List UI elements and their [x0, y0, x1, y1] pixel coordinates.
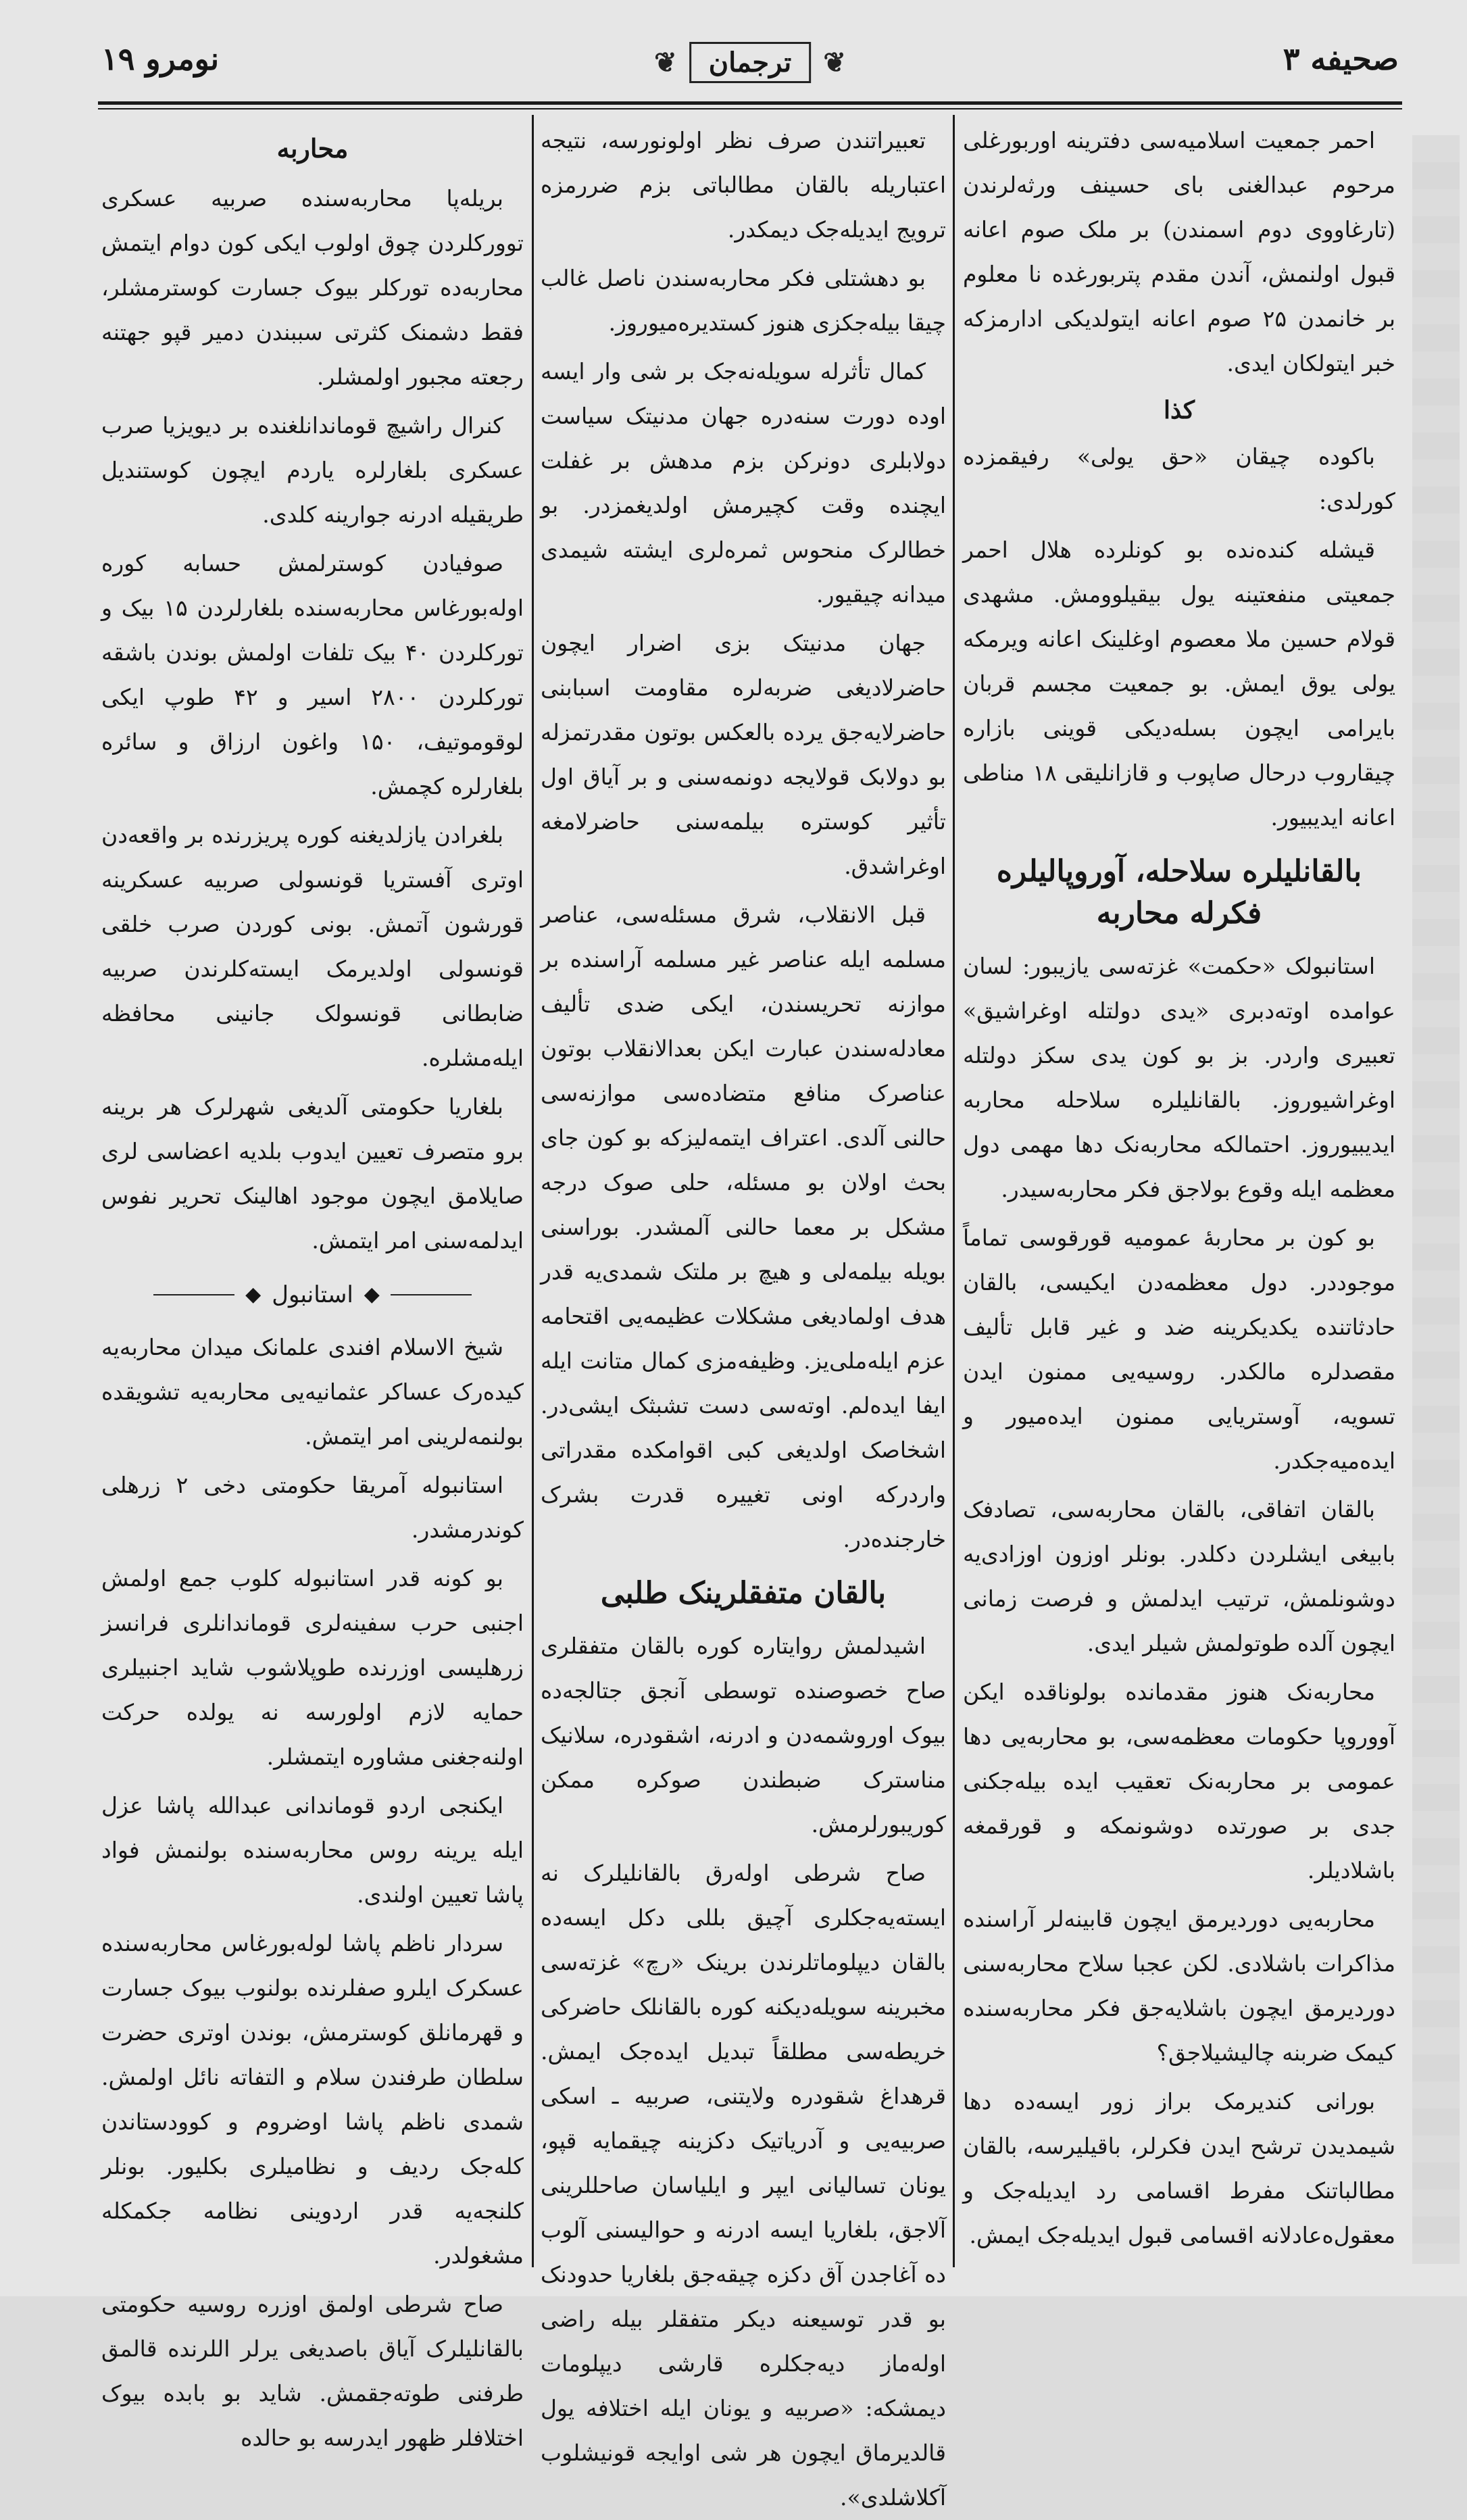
section-heading: کذا: [1163, 396, 1195, 424]
diamond-icon: ◆: [245, 1283, 262, 1306]
article-paragraph: تعبیراتندن صرف نظر اولونورسه، نتیجه اعتباریله بالقان مطالباتی بزم ضررمزه ترویج ایدیله‌جک دیمکدر.: [541, 127, 946, 243]
paper-title-block: [654, 42, 846, 83]
column-right: [963, 118, 1395, 2260]
article-paragraph: شیخ الاسلام افندی علمانک میدان محاربه‌یه کیده‌رک عساکر عثمانیه‌یی محاربه‌یه تشویقده بولنمه‌لرینی امر ایتمش.: [101, 1334, 524, 1450]
column-left: [101, 118, 524, 2451]
column-divider: [953, 115, 955, 2267]
article-paragraph: کمال تأثرله سویله‌نه‌جک بر شی وار ایسه اوده دورت سنه‌دره جهان مدنیتک سیاست دولابلری دونرکن بزم مدهش بر غفلت ایچنده وقت کچیرمش اولدیغمزدر. بو خطالرک منحوس ثمره‌لری ایشته شیمدی میدانه چیقیور.: [541, 358, 946, 608]
article-paragraph: بالقان اتفاقی، بالقان محاربه‌سی، تصادفک بابیغی ایشلردن دکلدر. بونلر اوزون اوزادی‌یه دوشونلمش، ترتیب ایدلمش و فرصت زمانی ایچون آلده طوتولمش شیلر ایدی.: [963, 1496, 1395, 1656]
article-headline: بالقانلیلره سلاحله، آوروپالیلره فکرله محاربه: [996, 854, 1362, 931]
article-paragraph: بو کونه قدر استانبوله کلوب جمع اولمش اجنبی حرب سفینه‌لری قوماندانلری فرانسز زرهلیسی اوزرنده طوپلاشوب شاید اجنبیلری حمایه لازم اولورسه نه یولده حرکت اولنه‌جغنی مشاوره ایتمشلر.: [101, 1565, 524, 1770]
article-paragraph: بو کون بر محاربهٔ عمومیه قورقوسی تماماً موجوددر. دول معظمه‌دن ایکیسی، بالقان حادثاتنده یکدیکرینه ضد و غیر قابل تألیف مقصدلره مالکدر. روسیه‌یی ممنون ایدن تسویه، آوستریایی ممنون ایده‌میور و ایده‌میه‌جکدر.: [963, 1225, 1395, 1474]
article-paragraph: کنرال راشیچ قوماندانلغنده بر دیویزیا صرب عسکری بلغارلره یاردم ایچون کوستندیل طریقیله ادرنه جوارینه کلدی.: [101, 412, 524, 528]
article-paragraph: صاح شرطی اولمق اوزره روسیه حکومتی بالقانلیلرک آیاق باصدیغی یرلر اللرنده قالمق طرفنی طوته‌جقمش. شاید بو بابده بیوک اختلافلر ظهور ایدرسه بو حالده: [101, 2291, 524, 2451]
article-paragraph: محاربه‌یی دوردیرمق ایچون قابینه‌لر آراسنده مذاکرات باشلادی. لکن عجبا سلاح محاربه‌سنی دوردیرمق ایچون باشلایه‌جق فکر محاربه‌سنده کیمک ضربنه چالیشیلاجق؟: [963, 1906, 1395, 2066]
article-paragraph: بورانی کندیرمک براز زور ایسه‌ده دها شیمدیدن ترشح ایدن فکرلر، باقیلیرسه، بالقان مطالباتنک مفرط اقسامی رد ایدیله‌جک و معقول‌ه‌عادلانه اقسامی قبول ایدیله‌جک ایمش.: [963, 2088, 1395, 2248]
masthead-rule-thin: [98, 108, 1402, 109]
page-number: صحیفه ۳: [1283, 41, 1399, 77]
article-paragraph: بو دهشتلی فکر محاربه‌سندن ناصل غالب چیقا بیله‌جکزی هنوز کستدیره‌میوروز.: [541, 265, 946, 336]
article-paragraph: قیشله کنده‌نده بو کونلرده هلال احمر جمعیتی منفعتینه یول بیقیلوومش. مشهدی قولام حسین ملا معصوم اوغلینک اعانه ویرمکه یولی یوق ایمش. بو جمعیت مجسم قربان بایرامی ایچون بسله‌دیکی قوینی بازاره چیقاروب درحال صاپوب و قازانلیقی ۱۸ مناطی اعانه ایدیبیور.: [963, 537, 1395, 831]
article-paragraph: سردار ناظم پاشا لوله‌بورغاس محاربه‌سنده عسکرک ایلرو صفلرنده بولنوب بیوک جسارت و قهرمانلق کوسترمش، بوندن اوتری حضرت سلطان طرفندن سلام و التفاته نائل اولمش. شمدی ناظم پاشا اوضروم و کوودستاندن کله‌جک ردیف و نظامیلری بکلیور. بونلر کلنجه‌یه قدر اردوینی نظامه جکمکله مشغولدر.: [101, 1930, 524, 2269]
article-paragraph: محاربه‌نک هنوز مقدمانده بولوناقده ایکن آووروپا حکومات معظمه‌سی، بو محاربه‌یی دها عمومی بر محاربه‌نک تعقیب ایده بیله‌جکنی جدی بر صورتده دوشونمکه و قورقمغه باشلادیلر.: [963, 1679, 1395, 1883]
article-paragraph: استانبولک «حکمت» غزته‌سی یازیبور: لسان عوامده اوته‌دبری «یدی دولتله اوغراشیق» تعبیری واردر. بز بو کون یدی سکز دولتله اوغراشیوروز. بالقانلیلره سلاحله محاربه ایدیبیوروز. احتمالکه محاربه‌نک دها مهمی دول معظمه ایله وقوع بولاجق فکر محاربه‌سیدر.: [963, 953, 1395, 1202]
article-paragraph: اشیدلمش روایتاره کوره بالقان متفقلری صاح خصوصنده توسطی آنجق جتالجه‌ده بیوک اوروشمه‌دن و ادرنه، اشقودره، سلانیک مناسترک ضبطندن صوکره ممکن کوریبورلرمش.: [541, 1633, 946, 1837]
left-ornament-icon: ❦: [823, 47, 846, 78]
column-divider: [532, 115, 534, 2267]
page-edge-bleed: [1412, 135, 1460, 2264]
article-paragraph: بلغاریا حکومتی آلدیغی شهرلرک هر برینه برو متصرف تعیین ایدوب بلدیه اعضاسی لری صایلامق ایچون موجود اهالینک تحریر نفوس ایدلمه‌سنی امر ایتمش.: [101, 1093, 524, 1254]
article-paragraph: استانبوله آمریقا حکومتی دخی ۲ زرهلی کوندرمشدر.: [101, 1472, 524, 1543]
section-heading-label: استانبول: [272, 1281, 353, 1308]
diamond-icon: ◆: [364, 1283, 380, 1306]
right-ornament-icon: ❦: [654, 47, 677, 78]
heading-rule: [391, 1294, 472, 1295]
article-paragraph: صاح شرطی اوله‌رق بالقانلیلرک نه ایسته‌یه‌جکلری آچیق بللی دکل ایسه‌ده بالقان دیپلوماتلرندن برینک «رچ» غزته‌سی مخبرینه سویله‌دیکنه کوره بالقانلک حاضرکی خریطه‌سی مطلقاً تبدیل ایده‌جک ایمش. قرهداغ شقودره ولایتنی، صربیه ـ اسکی صربیه‌یی و آدریاتیک دکزینه چیقمایه قپو، یونان تسالیانی ایپر و ایلیاسان صاحللرینی آلاجق، بلغاریا ایسه ادرنه و حوالیسنی آلوب ده آغاجدن آق دکزه چیقه‌جق بلغاریا حدودنک بو قدر توسیعنه دیکر متفقلر بیله راضی اوله‌ماز دیه‌جکلره قارشی دیپلومات دیمشکه: «صربیه و یونان ایله اختلافه یول قالدیرماق ایچون هر شی اوایجه قونیشلوب آکلاشلدی».: [541, 1860, 946, 2511]
column-middle: [541, 118, 946, 2511]
heading-rule: [153, 1294, 234, 1295]
article-paragraph: بلغرادن یازلدیغنه کوره پریزرنده بر واقعه‌دن اوتری آفستریا قونسولی صربیه عسکرینه قورشون آتمش. بونی کوردن صرب خلقی قونسولی اولدیرمک ایسته‌کلرندن صربیه ضابطانی قونسولک جانینی محافظه ایله‌مشلره.: [101, 822, 524, 1071]
article-paragraph: ایکنجی اردو قوماندانی عبدالله پاشا عزل ایله یرینه روس محاربه‌سنده بولنمش فواد پاشا تعیین اولندی.: [101, 1792, 524, 1908]
masthead: [88, 27, 1412, 101]
article-paragraph: صوفیادن کوسترلمش حسابه کوره اوله‌بورغاس محاربه‌سنده بلغارلردن ۱۵ بیک و تورکلردن ۴۰ بیک تلفات اولمش بوندن باشقه تورکلردن ۲۸۰۰ اسیر و ۴۲ طوپ ایکی لوقوموتیف، ۱۵۰ واغون ارزاق و سائره بلغارلره کچمش.: [101, 550, 524, 799]
paper-name: ترجمان: [689, 42, 812, 83]
article-paragraph: احمر جمعیت اسلامیه‌سی دفترینه اوربورغلی مرحوم عبدالغنی بای حسینف ورثه‌لرندن (تارغاووی دوم اسمندن) بر ملک صوم اعانه قبول اولنمش، آندن مقدم پتربورغده نا معلوم بر خانمدن ۲۵ صوم اعانه ایتولدیکی ادارمزکه خبر ایتولکان ایدی.: [963, 127, 1395, 376]
article-paragraph: جهان مدنیتک بزی اضرار ایچون حاضرلادیغی ضربه‌لره مقاومت اسبابنی حاضرلایه‌جق یرده بالعکس بوتون مقدرتمزله بو دولابک قولایجه دونمه‌سنی و بر آیاق اول تأثیر کوستره بیلمه‌سنی حاضرلامغه اوغراشدق.: [541, 630, 946, 879]
masthead-rule: [98, 101, 1402, 105]
article-headline: محاربه: [276, 133, 349, 164]
article-headline: بالقان متفقلرینک طلبی: [600, 1576, 887, 1610]
article-paragraph: قبل الانقلاب، شرق مسئله‌سی، عناصر مسلمه ایله عناصر غیر مسلمه آراسنده بر موازنه تحریسندن، ایکی ضدی تألیف معادله‌سندن عبارت ایکن بعدالانقلاب بوتون عناصرک منافع متضاده‌سی موازنه‌سی حالنی آلدی. اعتراف ایتمه‌لیزکه بو کون جای بحث اولان بو مسئله، حلی صوک درجه مشکل بر معما حالنی آلمشدر. بوراسنی بویله بیلمه‌لی و هیچ بر ملتک شمدی‌یه قدر هدف اولمادیغی مشکلات عظیمه‌یی اقتحامه عزم ایله‌ملی‌یز. وظیفه‌مزی کمال متانت ایله ایفا ایده‌لم. اوته‌سی دست تشبثک ایشی‌در. اشخاصک اولدیغی کبی اقوامکده مقدراتی واردرکه اونی تغییره قدرت بشرک خارجنده‌در.: [541, 901, 946, 1552]
article-paragraph: بریله‌پا محاربه‌سنده صربیه عسکری توورکلردن چوق اولوب ایکی کون دوام ایتمش محاربه‌ده تورکلر بیوک جسارت کوسترمشلر، فقط دشمنک کثرتی سببندن دمیر قپو جهتنه رجعته مجبور اولمشلر.: [101, 185, 524, 390]
issue-number: نومرو ۱۹: [101, 41, 220, 77]
article-paragraph: باکوده چیقان «حق یولی» رفیقمزده کورلدی:: [963, 443, 1395, 514]
section-heading-istanbul: [101, 1273, 524, 1317]
